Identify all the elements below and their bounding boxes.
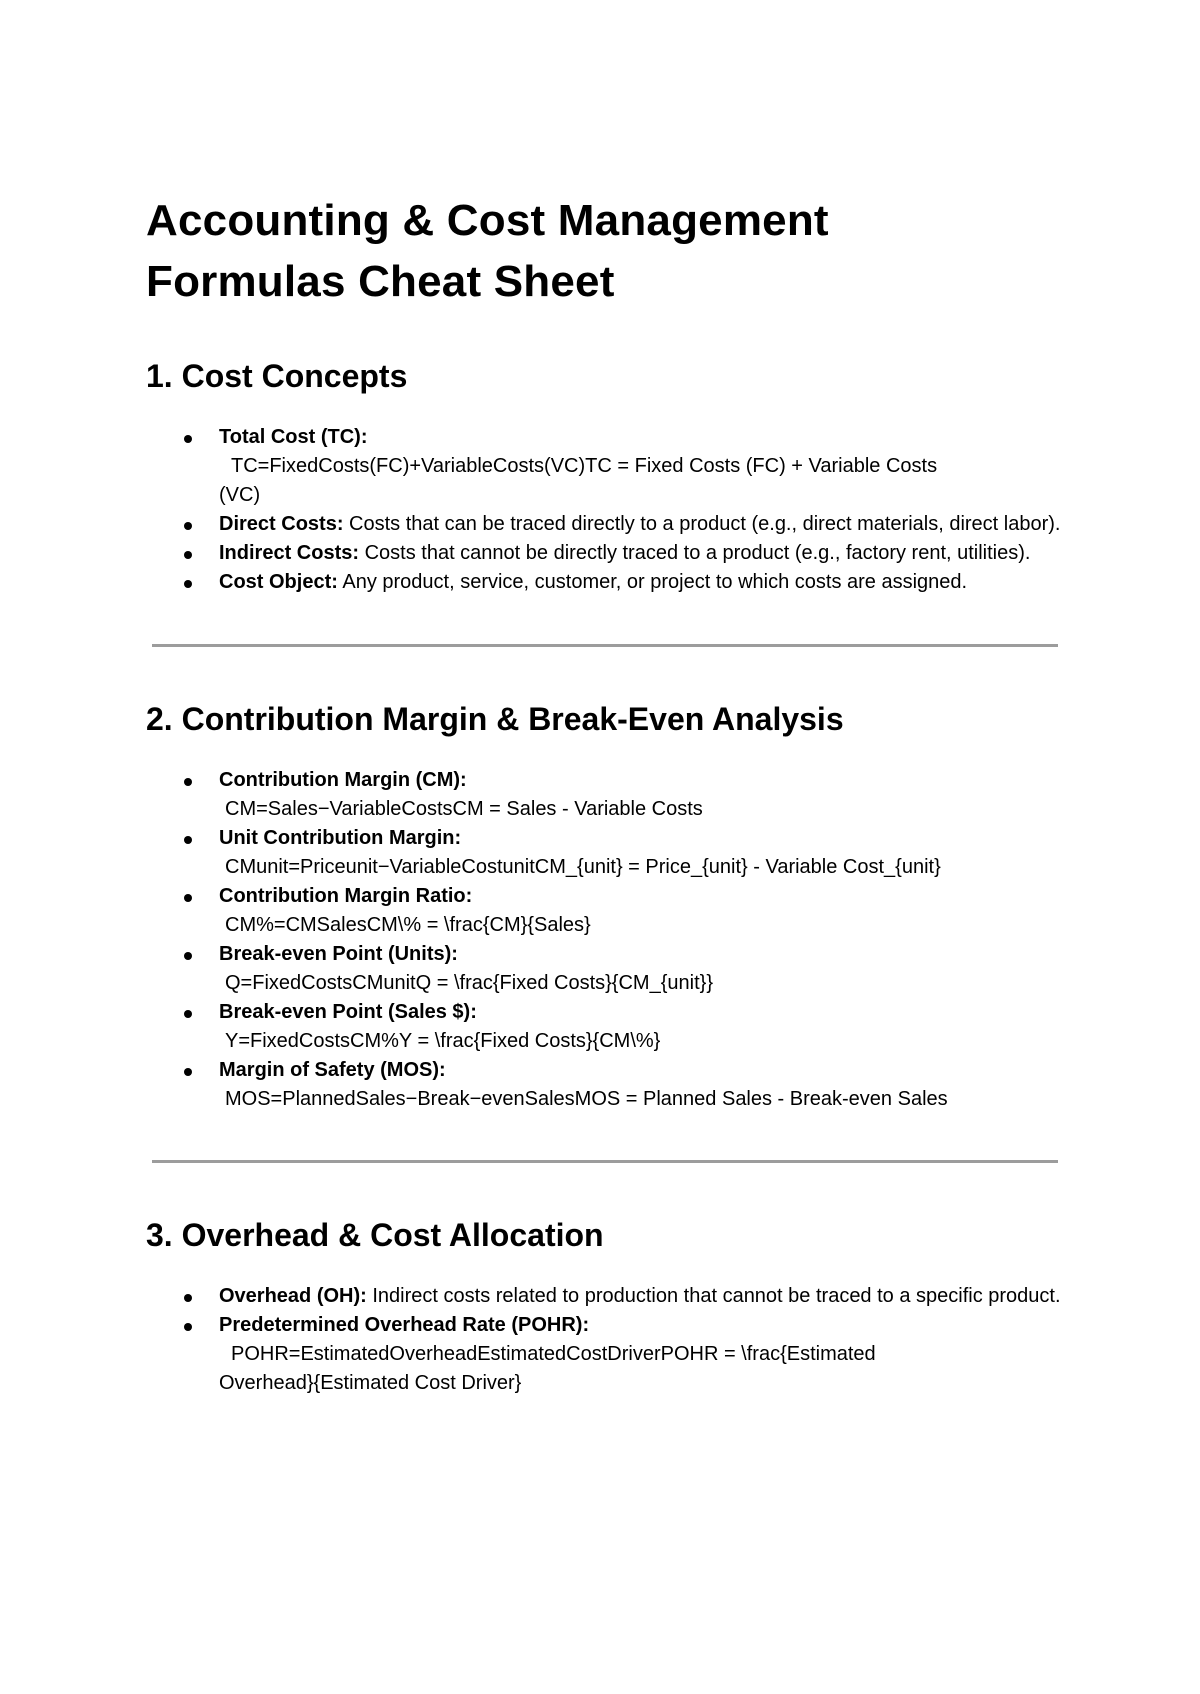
item-text: Indirect costs related to production that cannot be traced to a specific product. — [366, 1285, 1061, 1307]
list-item-pohr — [146, 1311, 1066, 1398]
item-label: Contribution Margin (CM): — [219, 769, 467, 791]
formula-line-2: Overhead}{Estimated Cost Driver} — [219, 1372, 522, 1394]
list-item-contribution-margin — [146, 766, 1066, 824]
item-text: Any product, service, customer, or project to which costs are assigned. — [337, 571, 968, 593]
bullet-icon — [184, 1294, 192, 1302]
item-label: Indirect Costs: — [219, 542, 360, 564]
item-formula — [219, 452, 1066, 481]
section-heading-cost-concepts: 1. Cost Concepts — [146, 358, 408, 394]
item-label: Total Cost (TC): — [219, 426, 368, 448]
contribution-margin-list — [146, 766, 1066, 1114]
bullet-icon — [184, 894, 192, 902]
list-item-unit-contribution-margin — [146, 824, 1066, 882]
item-label: Contribution Margin Ratio: — [219, 885, 473, 907]
section-divider — [152, 644, 1058, 647]
bullet-icon — [184, 435, 192, 443]
title-line-2: Formulas Cheat Sheet — [146, 257, 615, 306]
bullet-icon — [184, 778, 192, 786]
bullet-icon — [184, 580, 192, 588]
formula-line-1: TC=FixedCosts(FC)+VariableCosts(VC)TC = Fixed Costs (FC) + Variable Costs — [231, 455, 938, 477]
title-line-1: Accounting & Cost Management — [146, 196, 829, 245]
item-formula — [219, 1340, 1066, 1369]
list-item-total-cost — [146, 423, 1066, 510]
item-formula: CMunit=Priceunit−VariableCostunitCM_{unit} = Price_{unit} - Variable Cost_{unit} — [225, 856, 941, 878]
item-formula: CM%=CMSalesCM\% = \frac{CM}{Sales} — [225, 914, 591, 936]
item-label: Cost Object: — [219, 571, 338, 593]
bullet-icon — [184, 551, 192, 559]
cost-concepts-list — [146, 423, 1066, 597]
item-label: Unit Contribution Margin: — [219, 827, 462, 849]
formula-line-2: (VC) — [219, 484, 261, 506]
overhead-list — [146, 1282, 1066, 1398]
item-label: Margin of Safety (MOS): — [219, 1059, 446, 1081]
list-item-break-even-units — [146, 940, 1066, 998]
document-page — [146, 190, 1066, 1398]
list-item-break-even-sales — [146, 998, 1066, 1056]
item-formula: MOS=PlannedSales−Break−evenSalesMOS = Planned Sales - Break-even Sales — [225, 1088, 948, 1110]
bullet-icon — [184, 1068, 192, 1076]
list-item-margin-of-safety — [146, 1056, 1066, 1114]
section-heading-contribution-margin: 2. Contribution Margin & Break-Even Analysis — [146, 701, 844, 737]
bullet-icon — [184, 1010, 192, 1018]
item-label: Break-even Point (Units): — [219, 943, 458, 965]
section-divider — [152, 1160, 1058, 1163]
bullet-icon — [184, 836, 192, 844]
bullet-icon — [184, 1323, 192, 1331]
formula-line-1: POHR=EstimatedOverheadEstimatedCostDriverPOHR = \frac{Estimated — [231, 1343, 876, 1365]
list-item-overhead — [146, 1282, 1066, 1311]
bullet-icon — [184, 522, 192, 530]
list-item-indirect-costs — [146, 539, 1066, 568]
item-label: Direct Costs: — [219, 513, 344, 535]
item-label: Predetermined Overhead Rate (POHR): — [219, 1314, 590, 1336]
item-text: Costs that cannot be directly traced to a product (e.g., factory rent, utilities). — [359, 542, 1031, 564]
section-heading-overhead: 3. Overhead & Cost Allocation — [146, 1217, 604, 1253]
list-item-contribution-margin-ratio — [146, 882, 1066, 940]
item-formula: CM=Sales−VariableCostsCM = Sales - Variable Costs — [225, 798, 703, 820]
bullet-icon — [184, 952, 192, 960]
page-title — [146, 190, 1066, 312]
item-formula: Y=FixedCostsCM%Y = \frac{Fixed Costs}{CM\%} — [225, 1030, 661, 1052]
item-formula: Q=FixedCostsCMunitQ = \frac{Fixed Costs}{CM_{unit}} — [225, 972, 713, 994]
item-text: Costs that can be traced directly to a product (e.g., direct materials, direct labor). — [343, 513, 1061, 535]
list-item-cost-object — [146, 568, 1066, 597]
item-label: Overhead (OH): — [219, 1285, 367, 1307]
item-label: Break-even Point (Sales $): — [219, 1001, 477, 1023]
list-item-direct-costs — [146, 510, 1066, 539]
